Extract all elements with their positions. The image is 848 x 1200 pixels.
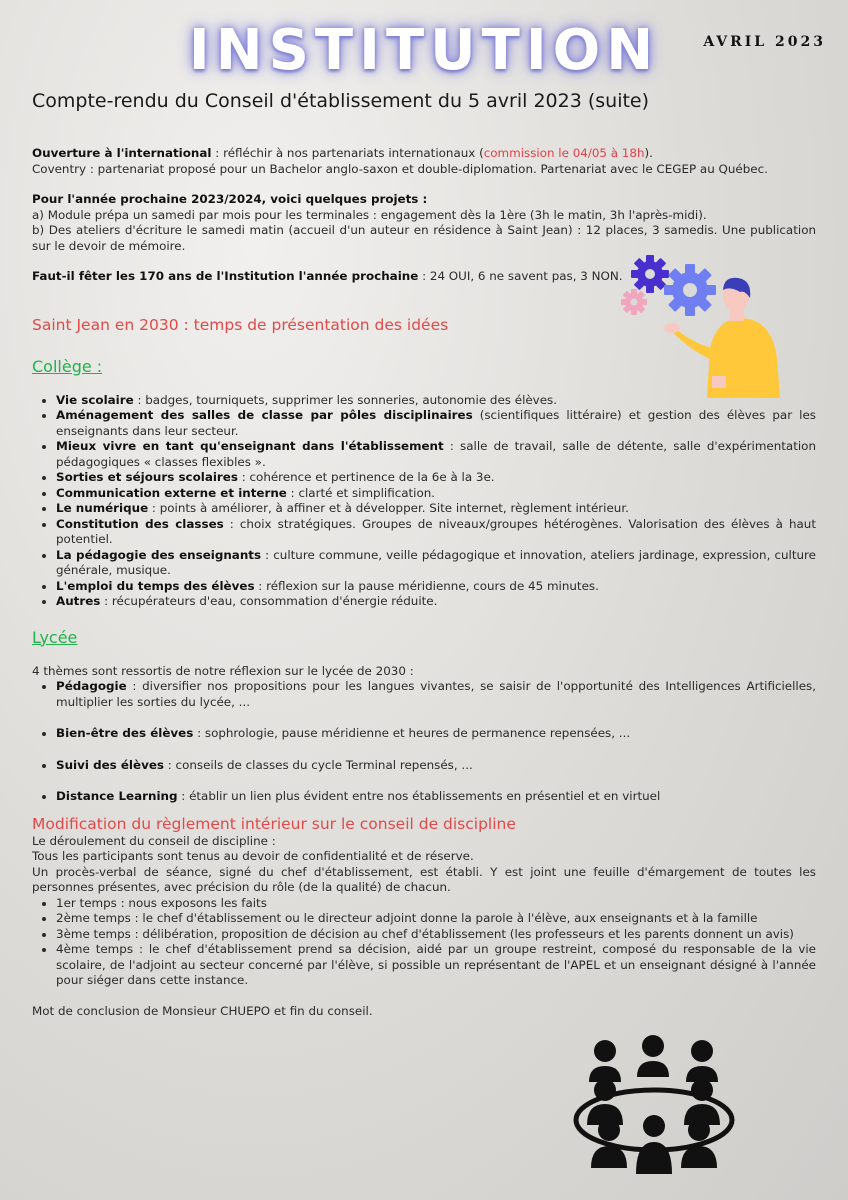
lycee-list [32, 679, 816, 805]
international-label: Ouverture à l'international [32, 146, 212, 160]
person-icon [636, 1115, 672, 1174]
discipline-heading: Modification du règlement intérieur sur le conseil de discipline [32, 814, 516, 833]
list-item: • Distance Learning : établir un lien plus évident entre nos établissements en présentiel et en virtuel [56, 789, 816, 805]
international-text-end: ). [644, 146, 653, 160]
meeting-table-icon [565, 1030, 745, 1180]
discipline-line-3: Un procès-verbal de séance, signé du chef d'établissement, est établi. Y est joint une feuille d'émargement de toutes les personnes présentes, avec précision du rôle (de la qualité) de chacun. [32, 864, 816, 894]
list-item: • Mieux vivre en tant qu'enseignant dans l'établissement : salle de travail, salle de détente, salle d'expérimentation pédagogiques « classes flexibles ». [56, 439, 816, 470]
list-item: • 1er temps : nous exposons les faits [56, 896, 816, 912]
list-item: • 2ème temps : le chef d'établissement ou le directeur adjoint donne la parole à l'élève, aux enseignants et à la famille [56, 911, 816, 927]
project-a: a) Module prépa un samedi par mois pour les terminales : engagement dès la 1ère (3h le matin, 3h l'après-midi). [32, 207, 707, 222]
college-list [32, 393, 816, 610]
document-body [32, 146, 816, 1019]
lycee-heading: Lycée [32, 627, 78, 647]
conclusion: Mot de conclusion de Monsieur CHUEPO et fin du conseil. [32, 1003, 373, 1018]
list-item: • 4ème temps : le chef d'établissement prend sa décision, aidé par un groupe restreint, composé du responsable de la vie scolaire, de l'adjoint au secteur concerné par l'élève, si possible un représentant de l'APEL et un enseignant désigné à l'année pour siéger dans cette instance. [56, 942, 816, 989]
issue-date: AVRIL 2023 [703, 34, 826, 50]
international-paragraph [32, 146, 816, 162]
list-item: • 3ème temps : délibération, proposition de décision au chef d'établissement (les professeurs et les parents donnent un avis) [56, 927, 816, 943]
list-item: • La pédagogie des enseignants : culture commune, veille pédagogique et innovation, ateliers jardinage, expression, culture générale, musique. [56, 548, 816, 579]
list-item: • Le numérique : points à améliorer, à affiner et à développer. Site internet, règlement intérieur. [56, 501, 816, 517]
commission-date: commission le 04/05 à 18h [483, 146, 645, 160]
anniversary-vote: Faut-il fêter les 170 ans de l'Institution l'année prochaine : 24 OUI, 6 ne savent pas, 3 NON. [32, 269, 623, 283]
list-item: • L'emploi du temps des élèves : réflexion sur la pause méridienne, cours de 45 minutes. [56, 579, 816, 595]
list-item: • Bien-être des élèves : sophrologie, pause méridienne et heures de permanence repensées, ... [56, 726, 816, 742]
lycee-intro: 4 thèmes sont ressortis de notre réflexion sur le lycée de 2030 : [32, 663, 414, 678]
discipline-line-1: Le déroulement du conseil de discipline : [32, 833, 276, 848]
list-item: • Autres : récupérateurs d'eau, consommation d'énergie réduite. [56, 594, 816, 610]
list-item: • Aménagement des salles de classe par pôles disciplinaires (scientifiques littéraire) et gestion des élèves par les enseignants dans leur secteur. [56, 408, 816, 439]
list-item: • Sorties et séjours scolaires : cohérence et pertinence de la 6e à la 3e. [56, 470, 816, 486]
discipline-line-2: Tous les participants sont tenus au devoir de confidentialité et de réserve. [32, 849, 474, 863]
list-item: • Communication externe et interne : clarté et simplification. [56, 486, 816, 502]
project-b-text: b) Des ateliers d'écriture le samedi matin (accueil d'un auteur en résidence à Saint Jean) : 12 places, 3 samedis. Une publication sur le devoir de mémoire. [32, 223, 816, 253]
college-heading: Collège : [32, 356, 103, 376]
person-icon [637, 1035, 669, 1077]
international-text: : réfléchir à nos partenariats internationaux ( [211, 146, 484, 160]
list-item: • Constitution des classes : choix stratégiques. Groupes de niveaux/groupes hétérogènes. Valorisation des élèves à haut potentiel. [56, 517, 816, 548]
list-item: • Suivi des élèves : conseils de classes du cycle Terminal repensés, ... [56, 758, 816, 774]
page-title: Compte-rendu du Conseil d'établissement du 5 avril 2023 (suite) [32, 90, 650, 112]
list-item: • Vie scolaire : badges, tourniquets, supprimer les sonneries, autonomie des élèves. [56, 393, 816, 409]
saint-jean-2030-heading: Saint Jean en 2030 : temps de présentation des idées [32, 315, 449, 334]
list-item: • Pédagogie : diversifier nos propositions pour les langues vivantes, se saisir de l'opportunité des Intelligences Artificielles, multiplier les sorties du lycée, ... [56, 679, 816, 710]
coventry-paragraph: Coventry : partenariat proposé pour un Bachelor anglo-saxon et double-diplomation. Partenariat avec le CEGEP au Québec. [32, 161, 768, 176]
projects-heading: Pour l'année prochaine 2023/2024, voici quelques projets : [32, 192, 428, 206]
masthead-title: INSTITUTION [188, 18, 660, 83]
discipline-steps [32, 896, 816, 989]
person-icon [589, 1040, 621, 1082]
person-icon [686, 1040, 718, 1082]
